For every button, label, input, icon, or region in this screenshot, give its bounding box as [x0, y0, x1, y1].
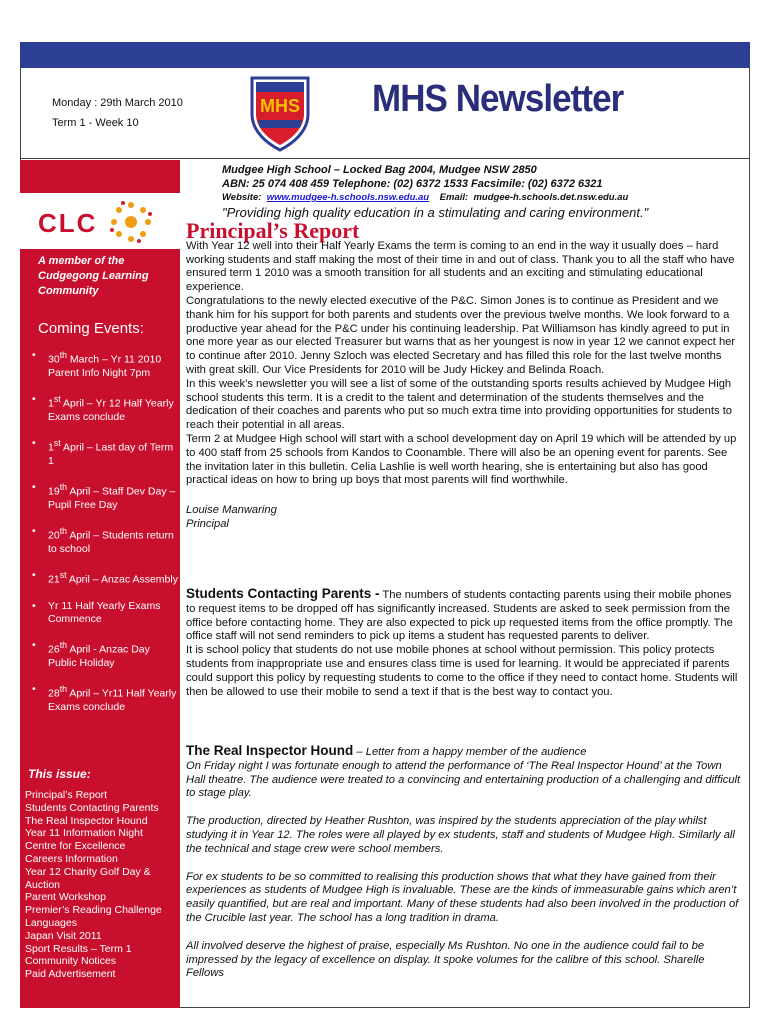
principal-name: Louise Manwaring — [186, 504, 277, 517]
issue-item: Year 11 Information Night — [25, 827, 143, 840]
school-abn-phone: ABN: 25 074 408 459 Telephone: (02) 6372 1533 Facsimile: (02) 6372 6321 — [222, 178, 603, 190]
school-motto: "Providing high quality education in a stimulating and caring environment." — [222, 205, 649, 220]
issue-item: Parent Workshop — [25, 891, 106, 904]
event-item: • 1st April – Last day of Term 1 — [30, 437, 178, 469]
students-contacting-parents — [186, 587, 742, 699]
hound-heading: The Real Inspector Hound — [186, 743, 354, 758]
event-item: • 26th April - Anzac Day Public Holiday — [30, 639, 178, 671]
issue-item: Students Contacting Parents — [25, 801, 159, 814]
email-address: mudgee-h.schools.det.nsw.edu.au — [473, 192, 629, 203]
event-item: • Yr 11 Half Yearly Exams Commence — [30, 600, 178, 627]
principal-report-body: With Year 12 well into their Half Yearly Exams the term is coming to an end in the way it usually does – hard working students and staff making the most of their time in and out of class. Thank you to all the staff who have ensured term 1 2010 was a smooth transition for all students and an exciting and stimulating educational experience. Congratulations to the newly elected executive of the P&C. Simon Jones is to continue as President and we thank him for his support for both parents and students over the previous twelve months. We look forward to a productive year ahead for the P&C under his continuing leadership. Pat Williamson has kindly agreed to put in one more year as our elected Treasurer but warns that as her youngest is now in year 12 we cannot expect her to continue after 2010. Jenny Szloch was elected Secretary and has filled this role for the last twelve months with great skill. Our Vice Presidents for 2010 will be Judy Hickey and Belinda Roach. In this week’s newsletter you will see a list of some of the outstanding sports results achieved by Mudgee High school students this term. It is a credit to the talent and determination of the students themselves and the dedication of their coaches and parents who put so much extra time into providing opportunities for students to reach their potential in all areas. Term 2 at Mudgee High school will start with a school development day on April 19 which will be attended by up to 400 staff from 25 schools from Kandos to Coonamble. There will also be an opening event for parents. See the invitation later in this bulletin. Celia Lashlie is well worth hearing, she is entertaining but also has good practical ideas on how to bring up boys that most parents will find worthwhile. — [186, 239, 737, 487]
inspector-hound-article — [186, 744, 742, 981]
issue-term: Term 1 - Week 10 — [52, 117, 139, 129]
issue-item: Languages — [25, 916, 77, 929]
hound-paragraph-1: On Friday night I was fortunate enough to attend the performance of ‘The Real Inspector Hound’ at the Town Hall theatre. The audience were treated to a convincing and entertaining production of a challenging and difficult to stage play. — [186, 759, 741, 800]
newsletter-title: MHS Newsletter — [372, 78, 624, 120]
school-crest-logo — [240, 72, 320, 152]
clc-logo-text: CLC — [38, 208, 98, 238]
issue-item: The Real Inspector Hound — [25, 814, 148, 827]
school-web-email: Website: www.mudgee-h.schools.nsw.edu.au Email: mudgee-h.schools.det.nsw.edu.au — [222, 192, 629, 203]
event-item: • 30th March – Yr 11 2010 Parent Info Night 7pm — [30, 349, 178, 381]
issue-item: Premier’s Reading Challenge — [25, 904, 162, 917]
event-item: • 1st April – Yr 12 Half Yearly Exams conclude — [30, 393, 178, 425]
hound-paragraph-4: All involved deserve the highest of praise, especially Ms Rushton. No one in the audience could fail to be impressed by the legacy of excellence on display. It spoke volumes for the calibre of this school. Sharelle Fellows — [186, 939, 705, 980]
this-issue-heading: This issue: — [28, 767, 91, 781]
students-body: The numbers of students contacting parents using their mobile phones to request items to be dropped off has significantly increased. Students are asked to seek permission from the office before contacting home. They are also expected to pick up requested items from the office promptly. The office staff will not send reminders to pick up items a student has requested parents to deliver. It is school policy that students do not use mobile phones at school without permission. This policy protects students from inappropriate use and ensures class time is used for learning. It would be appreciated if parents could support this policy by requesting students to come to the office if they need to contact home. Students will then be allowed to use their mobile to send a text if that is the best way to contact you. — [186, 589, 738, 698]
issue-item: Sport Results – Term 1 — [25, 942, 132, 955]
hound-paragraph-3: For ex students to be so committed to realising this production shows that what they have gained from their experiences as students of Mudgee High is invaluable. These are the kinds of immeasurable gains which aren’t easily quantified, but are real and important. Many of these students had also been involved in the production of the Crucible last year. The school has a long tradition in drama. — [186, 870, 739, 924]
clc-member-text: A member of the Cudgegong Learning Community — [38, 255, 149, 297]
coming-events-list — [30, 349, 178, 727]
students-heading: Students Contacting Parents - — [186, 586, 380, 601]
issue-item: Year 12 Charity Golf Day & — [25, 865, 151, 878]
event-item: • 21st April – Anzac Assembly — [30, 569, 178, 587]
issue-item: Auction — [25, 878, 61, 891]
issue-item: Centre for Excellence — [25, 840, 126, 853]
event-item: • 19th April – Staff Dev Day – Pupil Free Day — [30, 481, 178, 513]
school-contact-block — [222, 163, 628, 205]
principal-report — [186, 218, 742, 532]
hound-subheading: – Letter from a happy member of the audience — [353, 746, 587, 758]
issue-item: Community Notices — [25, 955, 117, 968]
issue-date: Monday : 29th March 2010 — [52, 97, 183, 109]
header-color-bar — [20, 42, 750, 68]
hound-paragraph-2: The production, directed by Heather Rushton, was inspired by the students appreciation of the play whilst studying it in Year 12. The roles were all played by ex students, staff and students of Mudgee High. Similarly all the technical and stage crew were school members. — [186, 815, 735, 855]
principal-report-heading: Principal’s Report — [186, 218, 360, 243]
issue-item: Careers Information — [25, 852, 118, 865]
issue-item: Japan Visit 2011 — [25, 929, 102, 942]
issue-item: Principal’s Report — [25, 789, 108, 801]
coming-events-heading: Coming Events: — [38, 320, 144, 337]
this-issue-list — [25, 789, 185, 981]
principal-role: Principal — [186, 517, 229, 530]
sun-icon — [108, 199, 154, 245]
svg-text:MHS: MHS — [260, 96, 300, 116]
issue-item: Paid Advertisement — [25, 968, 116, 981]
event-item: • 20th April – Students return to school — [30, 525, 178, 557]
school-address: Mudgee High School – Locked Bag 2004, Mudgee NSW 2850 — [222, 164, 537, 176]
event-item: • 28th April – Yr11 Half Yearly Exams conclude — [30, 683, 178, 715]
website-link[interactable]: www.mudgee-h.schools.nsw.edu.au — [266, 192, 430, 203]
